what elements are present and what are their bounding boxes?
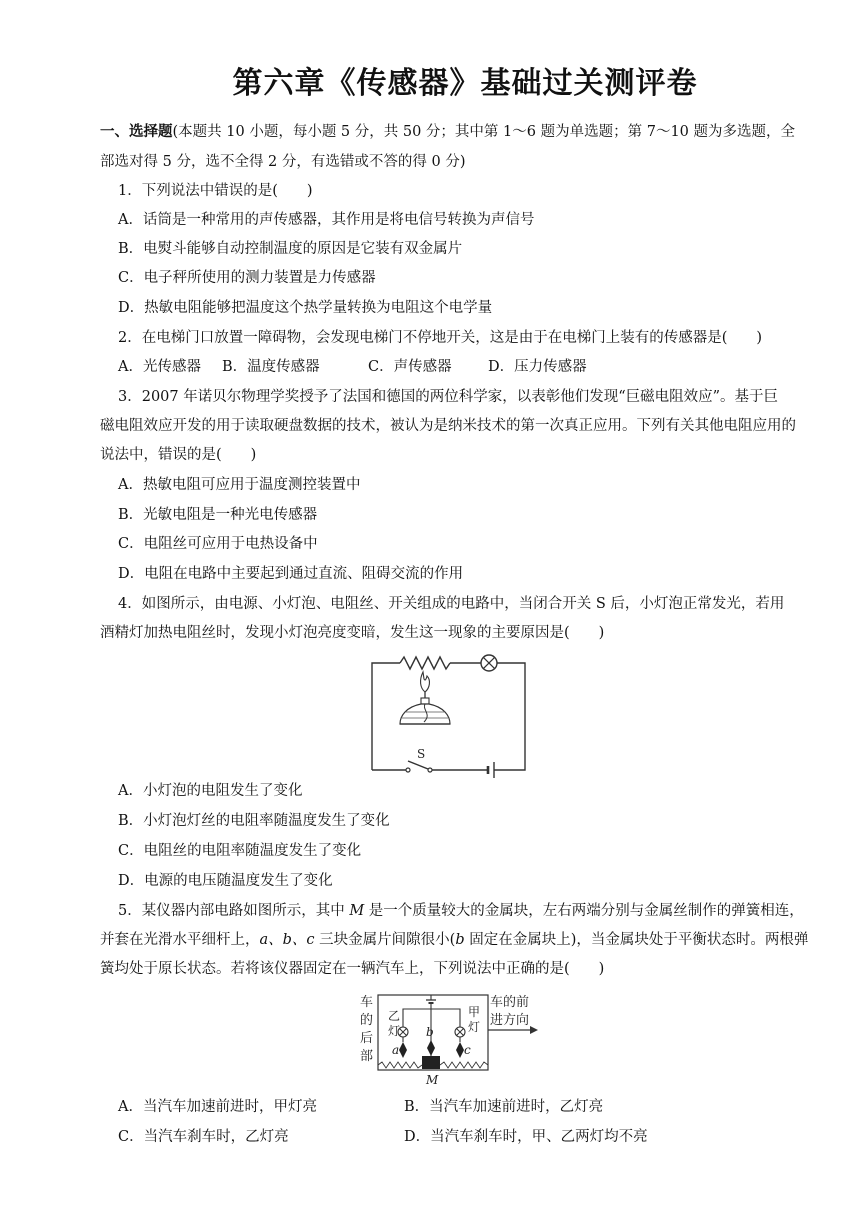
q5-option-a: A．当汽车加速前进时，甲灯亮 [118, 1099, 317, 1115]
q5-option-c: C．当汽车刹车时，乙灯亮 [118, 1129, 289, 1145]
fig-right-label: 进方向 [490, 1013, 530, 1028]
lamp-jia-label: 甲 [468, 1005, 481, 1019]
section-note-line2: 部选对得 5 分，选不全得 2 分，有选错或不答的得 0 分) [100, 154, 466, 170]
plate-c-label: c [464, 1043, 471, 1057]
page-title: 第六章《传感器》基础过关测评卷 [232, 66, 698, 101]
q5-symbol-b: b [455, 932, 465, 948]
q4-option-d: D．电源的电压随温度发生了变化 [118, 873, 333, 889]
q5-stem-text: 固定在金属块上)，当金属块处于平衡状态时。两根弹 [464, 932, 809, 948]
q4-circuit-figure [370, 650, 530, 775]
q1-stem: 1．下列说法中错误的是( ) [118, 183, 313, 199]
fig-left-label: 部 [360, 1049, 374, 1064]
lamp-jia-icon [455, 1027, 465, 1037]
q3-option-b: B．光敏电阻是一种光电传感器 [118, 507, 318, 523]
fig-left-label: 车 [360, 995, 374, 1010]
q5-stem-line2 [100, 930, 808, 950]
q5-symbol-m: M [349, 903, 365, 919]
q5-option-b: B．当汽车加速前进时，乙灯亮 [404, 1099, 604, 1115]
spring-left-icon [378, 1062, 422, 1068]
plate-a-label: a [392, 1043, 400, 1057]
switch-icon [406, 761, 432, 772]
plate-b-label: b [426, 1025, 434, 1039]
block-m-label: M [426, 1073, 439, 1087]
q2-option-d: D．压力传感器 [488, 359, 587, 375]
q4-option-c: C．电阻丝的电阻率随温度发生了变化 [118, 843, 362, 859]
fig-right-label: 车的前 [490, 995, 530, 1010]
q5-option-d: D．当汽车刹车时，甲、乙两灯均不亮 [404, 1129, 648, 1145]
spring-right-icon [440, 1062, 488, 1068]
section-note-line1: (本题共 10 小题，每小题 5 分，共 50 分；其中第 1～6 题为单选题；第 7～10 题为多选题，全 [172, 124, 795, 140]
switch-label: S [417, 747, 426, 761]
q2-stem: 2．在电梯门口放置一障碍物，会发现电梯门不停地开关，这是由于在电梯门上装有的传感器是( ) [118, 330, 763, 346]
q1-option-a: A．话筒是一种常用的声传感器，其作用是将电信号转换为声信号 [118, 212, 535, 228]
fig-left-label: 后 [360, 1031, 374, 1046]
q4-option-b: B．小灯泡灯丝的电阻率随温度发生了变化 [118, 813, 390, 829]
q4-stem-line1: 4．如图所示，由电源、小灯泡、电阻丝、开关组成的电路中，当闭合开关 S 后，小灯泡正常发光，若用 [118, 596, 785, 612]
q1-option-b: B．电熨斗能够自动控制温度的原因是它装有双金属片 [118, 241, 463, 257]
q4-stem-line2: 酒精灯加热电阻丝时，发现小灯泡亮度变暗，发生这一现象的主要原因是( ) [100, 625, 605, 641]
fig-left-label: 的 [360, 1013, 374, 1028]
q3-stem-line2: 磁电阻效应开发的用于读取硬盘数据的技术，被认为是纳米技术的第一次真正应用。下列有关其他电阻应用的 [100, 418, 796, 434]
wire-left-top [372, 663, 400, 770]
q2-option-b: B．温度传感器 [222, 359, 320, 375]
section-instructions [100, 122, 795, 142]
q5-options-row1 [118, 1097, 603, 1117]
section-heading: 一、选择题 [100, 123, 173, 140]
plate-b-icon [427, 1040, 435, 1056]
q3-option-d: D．电阻在电路中主要起到通过直流、阻碍交流的作用 [118, 566, 464, 582]
q2-option-a: A．光传感器 [118, 359, 201, 375]
q5-stem-text: 三块金属片间隙很小( [314, 932, 456, 948]
q4-option-a: A．小灯泡的电阻发生了变化 [118, 783, 303, 799]
q5-instrument-figure [358, 992, 544, 1092]
q5-stem-line3: 簧均处于原长状态。若将该仪器固定在一辆汽车上，下列说法中正确的是( ) [100, 961, 605, 977]
q2-options [118, 357, 587, 377]
battery-icon [488, 762, 494, 778]
plate-a-icon [399, 1042, 407, 1058]
lamp-icon [481, 655, 497, 671]
resistance-wire-icon [400, 657, 450, 669]
lamp-yi-label: 灯 [388, 1024, 401, 1038]
q5-stem-text: 并套在光滑水平细杆上， [100, 932, 260, 948]
lamp-jia-label: 灯 [468, 1020, 481, 1034]
q5-stem-text: 5．某仪器内部电路如图所示，其中 [118, 903, 350, 919]
plate-c-icon [456, 1042, 464, 1058]
q1-option-d: D．热敏电阻能够把温度这个热学量转换为电阻这个电学量 [118, 300, 493, 316]
q3-option-a: A．热敏电阻可应用于温度测控装置中 [118, 477, 361, 493]
q5-stem-text: 是一个质量较大的金属块，左右两端分别与金属丝制作的弹簧相连， [364, 903, 804, 919]
q5-options-row2 [118, 1127, 648, 1147]
q3-stem-line3: 说法中，错误的是( ) [100, 447, 257, 463]
q5-stem-line1 [118, 901, 804, 921]
q3-option-c: C．电阻丝可应用于电热设备中 [118, 536, 318, 552]
lamp-yi-label: 乙 [388, 1009, 401, 1023]
q5-symbol-abc: a、b、c [259, 932, 315, 948]
q3-stem-line1: 3．2007 年诺贝尔物理学奖授予了法国和德国的两位科学家，以表彰他们发现“巨磁电阻效应”。基于巨 [118, 389, 779, 405]
alcohol-lamp-icon [400, 672, 450, 724]
q2-option-c: C．声传感器 [368, 359, 452, 375]
battery-icon [426, 995, 436, 1009]
metal-block-m [422, 1056, 440, 1069]
q1-option-c: C．电子秤所使用的测力装置是力传感器 [118, 270, 376, 286]
